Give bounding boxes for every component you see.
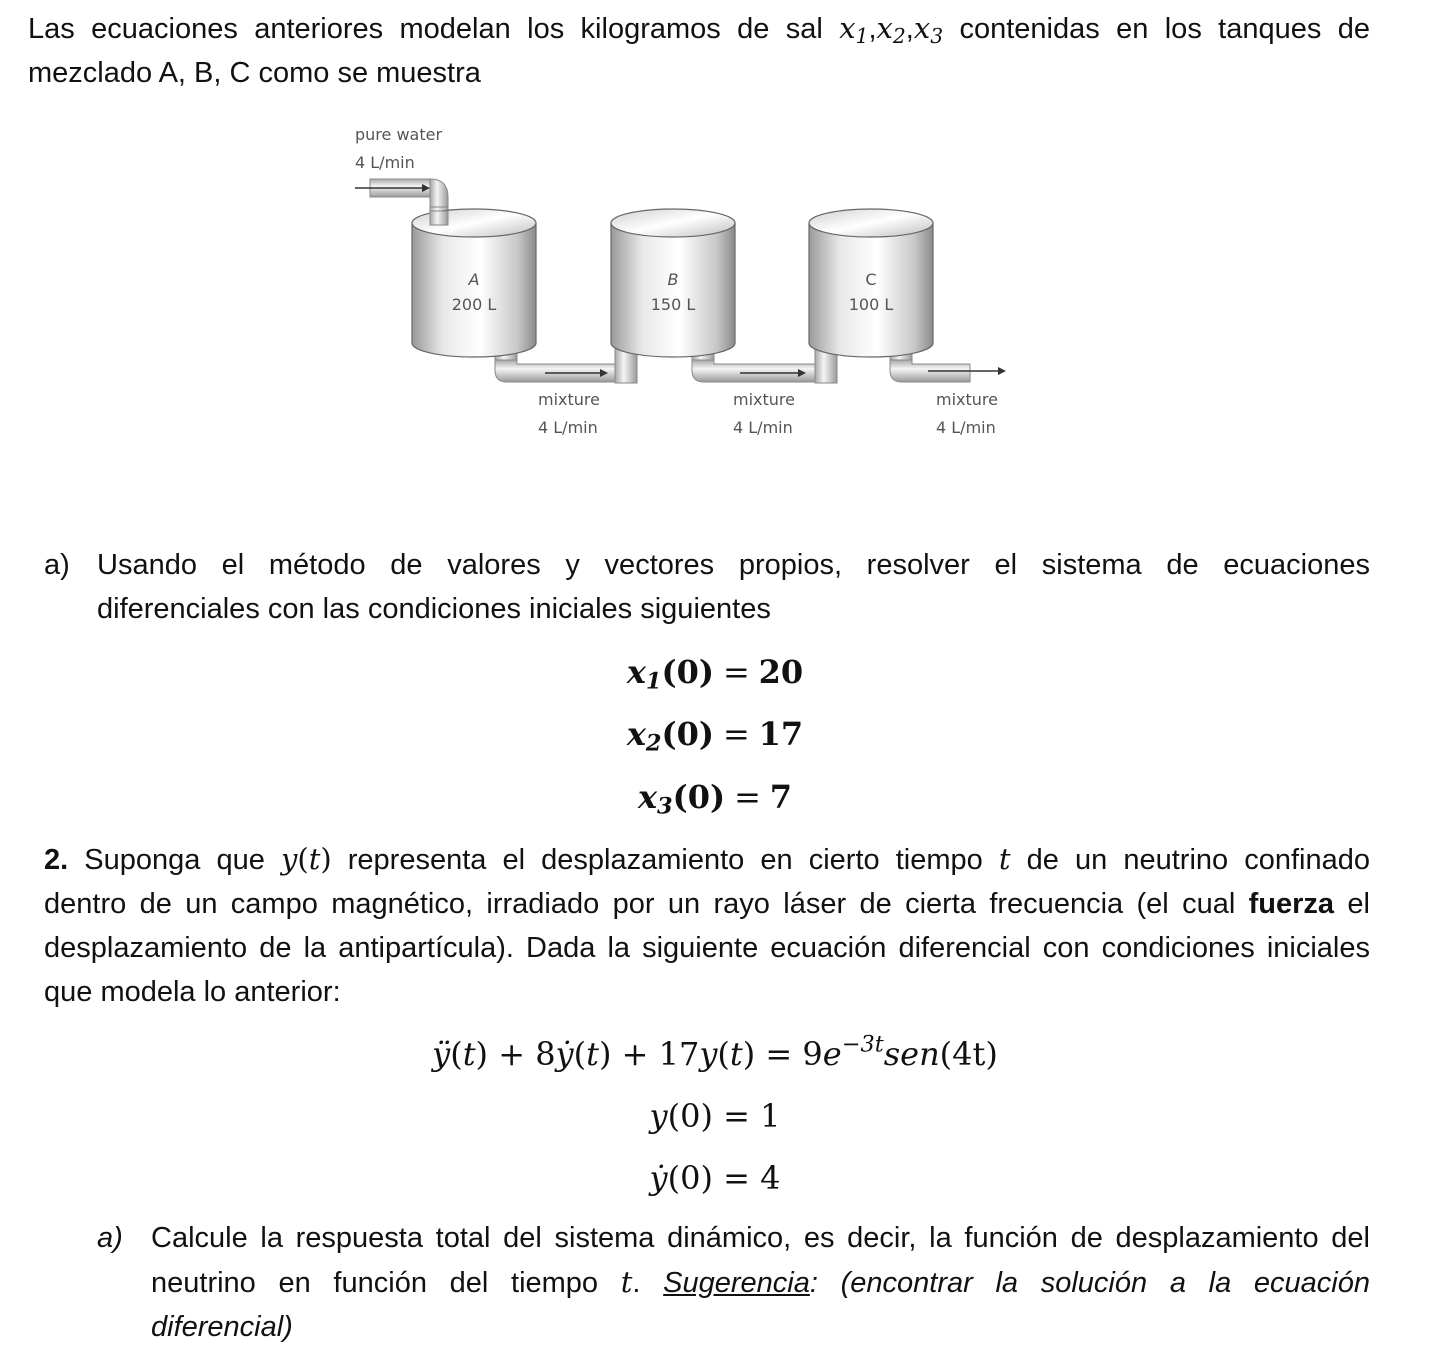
part-a1-text [97, 543, 1370, 631]
intro-line-1: Las ecuaciones anteriores modelan los kilogramos de sal $x_1,x_2,x_3$ contenidas en los tanques de [28, 11, 1370, 49]
intro-paragraph [28, 6, 1370, 95]
tank-diagram [330, 115, 1030, 455]
flow-rate-3: 4 L/min [936, 418, 996, 437]
tank-c [809, 209, 933, 357]
tank-c-volume: 100 L [848, 295, 894, 314]
part-a2-marker: a) [97, 1222, 123, 1254]
tank-b-volume: 150 L [650, 295, 696, 314]
part-a2-line-2: neutrino en función del tiempo t. Sugerencia: (encontrar la solución a la ecuación [151, 1265, 1370, 1299]
tank-b [611, 209, 735, 357]
q2-number: 2. [44, 844, 69, 876]
ode-equation: ÿ(t) + 8ẏ(t) + $17y(t) = 9e^{-3t}sen(4t)$ [432, 1031, 998, 1073]
ic-x3: $x_3(0) = 7$ [637, 778, 793, 820]
ic-x2: $x_2(0) = 17$ [626, 715, 804, 757]
inflow-rate: 4 L/min [355, 153, 415, 172]
part-a1-marker: a) [44, 549, 70, 581]
q2-line-3: desplazamiento de la antipartícula). Dada la siguiente ecuación diferencial con condiciones iniciales [44, 932, 1370, 964]
tank-a [412, 209, 536, 357]
ode-ic-ydot: ẏ(0) = 4 [649, 1159, 781, 1197]
ic-x1: $x_1(0) = 20$ [626, 653, 804, 695]
flow-label-2: mixture [733, 390, 795, 409]
tank-a-name: A [468, 270, 480, 289]
part-a1-line-2: diferenciales con las condiciones iniciales siguientes [97, 593, 771, 625]
part-a2-line-3: diferencial) [151, 1311, 293, 1343]
part-a1-line-1: Usando el método de valores y vectores propios, resolver el sistema de ecuaciones [97, 549, 1370, 581]
q2-line-4: que modela lo anterior: [44, 976, 341, 1008]
tank-a-volume: 200 L [451, 295, 497, 314]
inflow-label: pure water [355, 125, 443, 144]
tank-c-name: C [865, 270, 877, 289]
q2-line-2: dentro de un campo magnético, irradiado por un rayo láser de cierta frecuencia (el cual fuerza el [44, 888, 1370, 920]
ode-ic-y: y(0) = 1 [649, 1097, 781, 1135]
q2-paragraph [44, 837, 1370, 1014]
intro-line-2: mezclado A, B, C como se muestra [28, 57, 481, 89]
part-a2-line-1: Calcule la respuesta total del sistema dinámico, es decir, la función de desplazamiento del [151, 1222, 1370, 1254]
flow-label-3: mixture [936, 390, 998, 409]
part-a2-text [151, 1216, 1370, 1349]
tank-b-name: B [667, 270, 679, 289]
flow-rate-2: 4 L/min [733, 418, 793, 437]
q2-line-1: 2. Suponga que y(t) representa el desplazamiento en cierto tiempo t de un neutrino confinado [44, 842, 1371, 876]
flow-label-1: mixture [538, 390, 600, 409]
flow-rate-1: 4 L/min [538, 418, 598, 437]
